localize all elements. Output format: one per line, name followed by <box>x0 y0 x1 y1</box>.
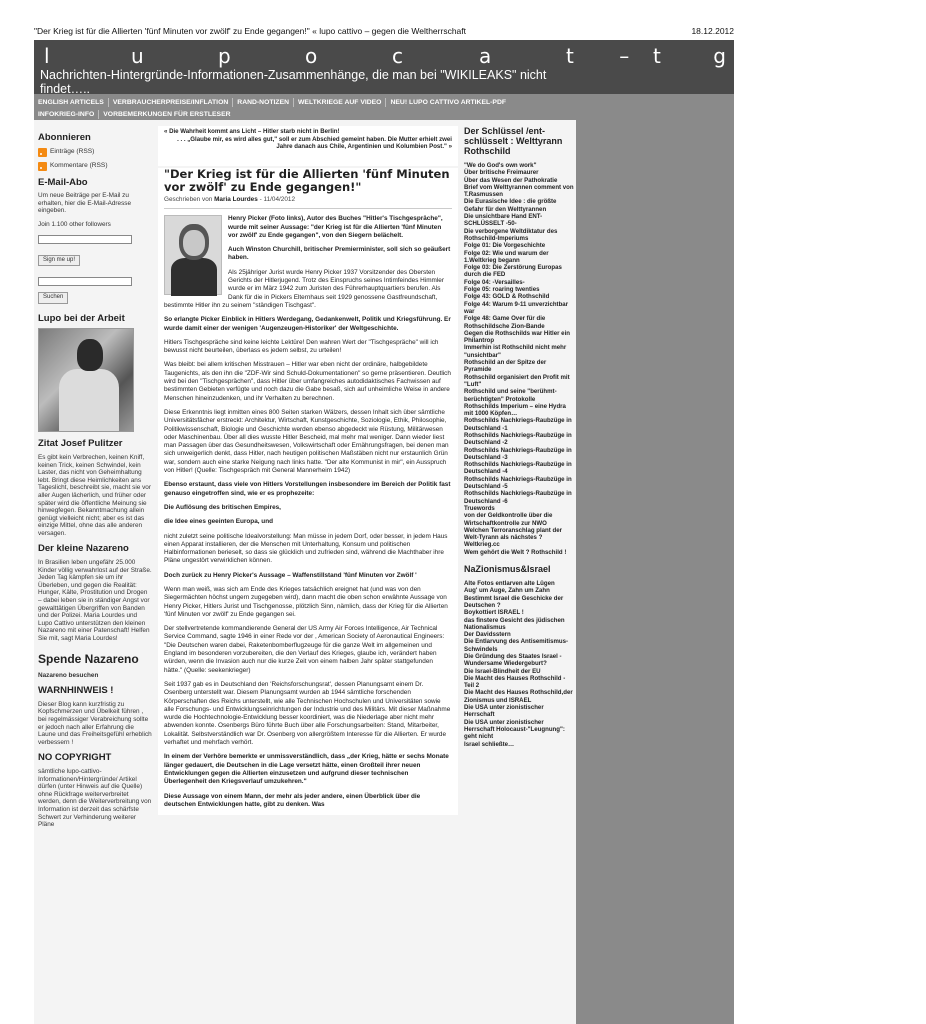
title-letter: u <box>131 44 144 68</box>
title-letter: v <box>827 44 839 68</box>
article-paragraph: die Idee eines geeinten Europa, und <box>164 518 274 526</box>
sidebar-link[interactable]: Die verborgene Weltdiktatur des Rothschild-Imperiums <box>464 227 558 242</box>
sidebar-link[interactable]: Israel schließte… <box>464 740 515 748</box>
rss-icon <box>38 148 47 157</box>
sidebar-link[interactable]: Rothschild an der Spitze der Pyramide <box>464 359 547 374</box>
rothschild-heading: Der Schlüssel /ent-schlüsselt : Welttyrann Rothschild <box>464 126 563 156</box>
nav-rand-notizen[interactable]: RAND-NOTIZEN <box>233 98 294 107</box>
email-text: Um neue Beiträge per E-Mail zu erhalten, hier die E-Mail-Adresse eingeben. <box>38 192 132 215</box>
lupo-photo <box>38 328 134 432</box>
photo-figure-body <box>59 369 119 431</box>
rss-entries-link[interactable] <box>38 148 152 157</box>
sidebar-link[interactable]: Weltkrieg.cc <box>464 541 500 549</box>
followers-count: Join 1.100 other followers <box>38 220 111 228</box>
sidebar-link[interactable]: Folge 02: Wie und warum der 1.Weltkrieg begann <box>464 249 549 264</box>
nav-vorbemerkungen[interactable]: VORBEMERKUNGEN FÜR ERSTLESER <box>103 110 231 118</box>
page <box>34 40 926 1024</box>
sidebar-link[interactable]: Folge 05: roaring twenties <box>464 286 540 294</box>
article-paragraph: Die Auflösung des britischen Empires, <box>164 503 281 511</box>
article-paragraph: Diese Aussage von einem Mann, der mehr als jeder andere, einen Überblick über die deutschen Entwicklungen hatte, gibt zu denken. Was <box>164 792 421 808</box>
sidebar-link[interactable]: Welchen Terroranschlag plant der Welt-Tyrann als nächstes ? <box>464 526 562 542</box>
sidebar-link[interactable]: Die unsichtbare Hand ENT-SCHLÜSSELT -50- <box>464 213 543 228</box>
henry-picker-photo <box>164 215 222 295</box>
sidebar-link[interactable]: Rothschilds Nachkriegs-Raubzüge in Deutschland -3 <box>464 446 572 461</box>
article-paragraph: Diese Erkenntnis liegt inmitten eines 800 Seiten starken Wälzers, dessen Inhalt sich über sämtliche Universitätsfächer erstreckt: Architektur, Wirtschaft, Kunstgeschichte, Soziologie, Ethik, Philosophie, Politikwissenschaft, Biologie und Geschichte werden ebenso abgedeckt wie Rüstung, Militärwesen oder Maschinenbau. Über all dies wusste Hitler Bescheid, mal mehr mal weniger. Dann wieder liest man Passagen über das Gesundheitswesen, Volkswirtschaft oder Ernährungsfragen, bei denen man sich unweigerlich denkt, dass Hitler, nach heutigen politischen Maßstäben nicht nur erstaunlich Grün war, sondern auch eine starke Neigung nach links hatte. "Der alte Kommunist in mir", ein Ausspruch von Hitler! (Quelle: Tischgespräch mit General Mannerheim 1942) <box>164 408 449 475</box>
sidebar-link[interactable]: Die Entlarvung des Antisemitismus-Schwindels <box>464 638 569 653</box>
sidebar-link[interactable]: Rothschilds Imperium – eine Hydra mit 1000 Köpfen… <box>464 402 566 418</box>
spende-heading[interactable]: Spende Nazareno <box>38 651 139 666</box>
email-heading: E-Mail-Abo <box>38 176 88 188</box>
main-article <box>158 168 458 815</box>
title-letter: t <box>566 44 574 68</box>
pulitzer-text: Es gibt kein Verbrechen, keinen Kniff, keinen Trick, keinen Schwindel, kein Laster, das nicht von Geheimhaltung lebt. Bringt diese Heimlichkeiten ans Tageslicht, beschreibt sie, macht sie vor aller Augen lächerlich, und früher oder später wird die öffentliche Meinung sie hinwegfegen. Bekanntmachung allein genügt vielleicht nicht; aber es ist das einzige Mittel, ohne das alle anderen versagen. <box>38 453 151 537</box>
lupo-heading: Lupo bei der Arbeit <box>38 312 125 324</box>
sidebar-link[interactable]: Boykottiert ISRAEL ! <box>464 609 524 617</box>
portrait-suit <box>171 258 217 296</box>
masthead <box>34 40 926 96</box>
post-date: 11/04/2012 <box>263 196 295 203</box>
pulitzer-heading: Zitat Josef Pulitzer <box>38 438 123 450</box>
title-letter: o <box>914 44 926 68</box>
right-sidebar <box>464 126 574 748</box>
sidebar-link[interactable]: von der Geldkontrolle über die Wirtschaftkontrolle zur NWO <box>464 512 553 527</box>
byline-separator: - <box>259 196 264 203</box>
title-letter: c <box>392 44 403 68</box>
sidebar-link[interactable]: "We do God's own work" <box>464 162 537 169</box>
article-paragraph: nicht zuletzt seine politische Idealvorstellung: Man müsse in jedem Dorf, oder besser, in jedem Haus einen Apparat installieren, der die Menschen mit Unterhaltung, Konsum und politischen Halbinformationen berieselt, so dass sie glücklich und zufrieden sind, während die Machthaber ihre Pläne ungestört verwirklichen können. <box>164 532 448 565</box>
sidebar-link[interactable]: Die Macht des Hauses Rothschild,der Zionismus und ISRAEL <box>464 689 573 704</box>
sidebar-link[interactable]: Aug' um Auge, Zahn um Zahn <box>464 587 550 595</box>
title-letter: i <box>740 44 746 68</box>
article-paragraph: Doch zurück zu Henry Picker's Aussage – Waffenstillstand 'fünf Minuten vor Zwölf ' <box>164 571 417 579</box>
nav-row <box>38 96 572 108</box>
title-letter: g <box>713 44 726 68</box>
post-navigation <box>158 126 458 166</box>
sidebar-link[interactable]: Rothschilds Nachkriegs-Raubzüge in Deutschland -2 <box>464 431 572 447</box>
rss-comments-label: Kommentare (RSS) <box>50 162 108 170</box>
sidebar-link[interactable]: Folge 44: Warum 9-11 unverzichtbar war <box>464 300 569 315</box>
byline-prefix: Geschrieben von <box>164 196 213 203</box>
article-paragraph: Henry Picker (Foto links), Autor des Buches "Hitler's Tischgespräche", wurde mit seiner Aussage: "der Krieg ist für die Allierten 'fünf Minuten vor zwölf' zu Ende gegangen", von den Siegern belächelt. <box>228 215 443 239</box>
article-paragraph: In einem der Verhöre bemerkte er unmissverständlich, dass „der Krieg, hätte er sechs Monate länger gedauert, die Deutschen in die Lage versetzt hätte, einen Großteil ihrer neuen Entwicklungen gegen die Allierten einzusetzen und aufgrund dieser technischen Überlegenheit den Kriegsverlauf umzukehren." <box>164 753 449 786</box>
print-header <box>34 26 734 40</box>
sidebar-link[interactable]: Folge 01: Die Vorgeschichte <box>464 242 546 250</box>
sidebar-link[interactable]: Rothschilds Nachkriegs-Raubzüge in Deutschland -6 <box>464 490 572 505</box>
nav-infokrieg[interactable]: INFOKRIEG-INFO <box>38 110 99 119</box>
title-letter: l <box>44 44 50 68</box>
post-author[interactable]: Maria Lourdes <box>214 196 258 203</box>
sidebar-link[interactable]: Der Davidsstern <box>464 631 511 639</box>
sidebar-link[interactable]: Bestimmt Israel die Geschicke der Deutschen ? <box>464 594 564 609</box>
sidebar-link[interactable]: Folge 03: Die Zerstörung Europas durch die FED <box>464 264 562 279</box>
sidebar-link[interactable]: Die USA unter zionistischer Herrschaft Holocaust-"Leugnung": geht nicht <box>464 718 565 741</box>
sidebar-link[interactable]: Rothschilds Nachkriegs-Raubzüge in Deutschland -1 <box>464 417 572 432</box>
print-title: "Der Krieg ist für die Allierten 'fünf Minuten vor zwölf' zu Ende gegangen!" « lupo cattivo – gegen die Weltherrschaft <box>34 26 467 36</box>
next-post-link[interactable]: . . . „Glaube mir, es wird alles gut," soll er zum Abschied gemeint haben. Die Mutter erhielt zwei Jahre danach aus Chile, Argentinien und Kolumbien Post." » <box>177 135 452 151</box>
article-paragraph: Seit 1937 gab es in Deutschland den 'Reichsforschungsrat', dessen Planungsamt einem Dr. Osenberg unterstellt war. Diesem Planungsamt wurden ab 1944 sämtliche forschenden Körperschaften des Reichs unterstellt, wie alle Technischen Hochschulen und Universitäten sowie alle Forschungs- und Entwicklungseinrichtungen der Industrie und des Militärs. Mit dieser Maßnahme wurde die Hochtechnologie-Entwicklung besser koordiniert, was die Niederlage aber nicht mehr abwenden konnte. Osenbergs Büro führte Buch über alle Forschungsarbeiten: Stand, Mitarbeiter, Lokalität. Selbstverständlich war Dr. Osenberg von allergrößtem Interesse für die Allierten. Er wurde verhaftet und mehrfach verhört. <box>164 680 451 747</box>
nazareno-heading: Der kleine Nazareno <box>38 543 129 555</box>
site-title-extra <box>619 44 726 68</box>
sidebar-link[interactable]: Über das Wesen der Pathokratie <box>464 176 558 184</box>
content-columns <box>34 120 734 1024</box>
sidebar-link[interactable]: Gegen die Rothschilds war Hitler ein Philantrop <box>464 329 570 345</box>
email-input[interactable] <box>38 235 132 244</box>
article-paragraph: Wenn man weiß, was sich am Ende des Krieges tatsächlich ereignet hat (und was von den Siegermächten höchst ungern zugegeben wird), dann macht die oben schon erwähnte Aussage von Henry Picker, Hitlers Jurist und Tischgenosse, plötzlich Sinn, nämlich, dass der Krieg für die Allierten 'fünf Minuten vor zwölf' zu Ende gegangen sei. <box>164 585 448 618</box>
nazionismus-heading: NaZionismus&Israel <box>464 564 551 575</box>
left-sidebar <box>38 126 152 829</box>
warn-heading: WARNHINWEIS ! <box>38 685 114 697</box>
sidebar-link[interactable]: Immerhin ist Rothschild nicht mehr "unsichtbar" <box>464 344 567 359</box>
title-dash: – <box>619 44 630 68</box>
rss-comments-link[interactable] <box>38 162 152 171</box>
nav-verbraucherpreise[interactable]: VERBRAUCHERPREISE/INFLATION <box>109 98 233 107</box>
print-date: 18.12.2012 <box>691 26 734 36</box>
rss-icon <box>38 162 47 171</box>
sidebar-link[interactable]: Folge 48: Game Over für die Rothschildsche Zion-Bande <box>464 315 546 330</box>
sidebar-link[interactable]: Folge 43: GOLD & Rothschild <box>464 293 550 301</box>
nazionismus-links <box>464 580 574 748</box>
nocopy-heading: NO COPYRIGHT <box>38 752 112 764</box>
abonnieren-heading: Abonnieren <box>38 132 91 143</box>
prev-post-link[interactable]: « Die Wahrheit kommt ans Licht – Hitler starb nicht in Berlin! <box>164 128 340 135</box>
rothschild-links <box>464 162 574 556</box>
nav-weltkriege-video[interactable]: WELTKRIEGE AUF VIDEO <box>294 98 386 107</box>
nazareno-text: In Brasilien leben ungefähr 25.000 Kinder völlig verwahrlost auf der Straße. Jeden Tag kämpfen sie um ihr Überleben, und gegen die Realität: Hunger, Kälte, Prostitution und Drogen – dabei leben sie in ständiger Angst vor gewalttätigen Übergriffen von Banden und der Polizei. Maria Lourdes und Lupo Cattivo unterstützen den kleinen Nazareno mit einer Patenschaft! Helfen Sie mit, sagt Maria Lourdes! <box>38 559 152 642</box>
search-input[interactable] <box>38 277 132 286</box>
sidebar-link[interactable]: Über britische Freimaurer <box>464 169 539 177</box>
article-paragraph: So erlangte Picker Einblick in Hitlers Werdegang, Gedankenwelt, Politik und Kriegsführung. Er wurde damit einer der wenigen 'Augenzeugen-Historiker' der Weltgeschichte. <box>164 316 451 332</box>
sidebar-link[interactable]: das finstere Gesicht des jüdischen Nationalismus <box>464 616 565 631</box>
sidebar-link[interactable]: Die Macht des Hauses Rothschild - Teil 2 <box>464 674 566 690</box>
title-letter: o <box>305 44 318 68</box>
sidebar-link[interactable]: Folge 04: -Versailles- <box>464 278 525 286</box>
sidebar-link[interactable]: Die Gründung des Staates Israel - Wundersame Wiedergeburt? <box>464 653 562 668</box>
nav-row <box>38 108 572 120</box>
sidebar-link[interactable]: Rothschilds Nachkriegs-Raubzüge in Deutschland -4 <box>464 461 572 476</box>
title-letter: a <box>479 44 492 68</box>
sidebar-link[interactable]: Die USA unter zionistischer Herrschaft <box>464 704 544 719</box>
rss-entries-label: Einträge (RSS) <box>50 148 95 156</box>
sidebar-link[interactable]: Alte Fotos entlarven alte Lügen <box>464 580 555 588</box>
sidebar-link[interactable]: Die Eurasische Idee : die größte Gefahr für den Welttyrannen <box>464 198 557 213</box>
sidebar-link[interactable]: Rothschild und seine "berühmt-berüchtigten" Protokolle <box>464 388 557 403</box>
site-tagline: Nachrichten-Hintergründe-Informationen-Zusammenhänge, die man bei "WIKILEAKS" nicht findet….. <box>40 68 547 96</box>
sidebar-link[interactable]: Rothschild organisiert den Profit mit "Luft" <box>464 373 570 388</box>
photo-figure-head <box>77 339 103 371</box>
sidebar-link[interactable]: Wem gehört die Welt ? Rothschild ! <box>464 548 567 556</box>
article-paragraph: Was bleibt: bei allem kritischen Misstrauen – Hitler war eben nicht der ordinäre, halbgebildete Taugenichts, als den ihn die "ZDF-Wir sind Schuld-Dokumentationen" so gerne präsentieren. Deutlich wird bei den "Tischgesprächen", dass Hitler über umfangreiches autodidaktisches Fachwissen auf bestimmten Gebieten verfügte und noch dazu die Gabe besaß, sich auf unheimliche Weise in andere Menschen hineinzudenken, und ihr Verhalten zu berechnen. <box>164 361 451 402</box>
title-letter: t <box>653 44 661 68</box>
signup-button[interactable]: Sign me up! <box>38 255 80 267</box>
sidebar-link[interactable]: Truewords <box>464 504 495 512</box>
portrait-face <box>183 230 205 256</box>
article-paragraph: Der stellvertretende kommandierende General der US Army Air Forces Intelligence, Air Technical Service Command, sagte 1946 in einer Rede vor der , American Society of Aeronautical Engineers: "Die Deutschen waren dabei, Raketenbomberflugzeuge für die ganze Welt im allgemeinen und England im besonderen vorzubereiten, die den Verlauf des Krieges, glaube ich, verändert haben würden, wenn die Invasion auch nur die kurze Zeit von einem halben Jahr später stattgefunden hätte." (Quelle: seekenkrieger) <box>164 625 445 674</box>
article-paragraph: Hitlers Tischgespräche sind keine leichte Lektüre! Den wahren Wert der "Tischgespräche" will ich bewusst nicht beurteilen, überlass es jedem selbst, zu urteilen! <box>164 338 439 355</box>
title-letter: p <box>218 44 231 68</box>
right-gray-column <box>576 94 734 1024</box>
post-byline <box>164 196 452 209</box>
warn-text: Dieser Blog kann kurzfristig zu Kopfschmerzen und Übelkeit führen , bei regelmässiger Verabreichung sollte er jedoch nach aller Erfahrung die Laune und das Freiheitsgefühl erheblich verbessern ! <box>38 700 152 746</box>
article-paragraph: Als 25jähriger Jurist wurde Henry Picker 1937 Vorsitzender des Obersten Gerichts der Hitlerjugend. Trotz des Einspruchs seines Intimfeindes Himmler wurde er im März 1942 zum Juristen des Führerhauptquartiers berufen. Als Dank für die in Pickers Elternhaus seit 1929 genossene Gastfreundschaft, bestimmte Hitler ihn zu seinem "ständigen Tischgast". <box>164 268 444 309</box>
nav-artikel-pdf[interactable]: NEU! LUPO CATTIVO ARTIKEL-PDF <box>390 98 507 106</box>
site-title[interactable] <box>44 44 926 68</box>
article-paragraph: Auch Winston Churchill, britischer Premierminister, soll sich so geäußert haben. <box>228 246 451 262</box>
post-title[interactable]: "Der Krieg ist für die Allierten 'fünf Minuten vor zwölf' zu Ende gegangen!" <box>164 167 450 194</box>
nav-english-articels[interactable]: ENGLISH ARTICELS <box>38 98 109 107</box>
nazareno-visit-link[interactable]: Nazareno besuchen <box>38 671 99 679</box>
main-nav <box>34 94 576 120</box>
sidebar-link[interactable]: Rothschilds Nachkriegs-Raubzüge in Deutschland -5 <box>464 475 572 491</box>
nocopy-text: sämtliche lupo-cattivo-Informationen/Hintergründe/ Artikel dürfen (unter Hinweis auf die Quelle) ohne Rückfrage weiterverbreitet werden, denn die Weiterverbreitung von Information ist derzeit das schärfste Schwert zur Verhinderung weiterer Pläne <box>38 767 152 829</box>
article-paragraph: Ebenso erstaunt, dass viele von Hitlers Vorstellungen insbesondere im Bereich der Politik fast genauso eingetroffen sind, wie er es prophezeite: <box>164 481 451 497</box>
search-button[interactable]: Suchen <box>38 292 68 304</box>
sidebar-link[interactable]: Brief vom Welttyrannen comment von T.Rasmussen <box>464 183 574 199</box>
sidebar-link[interactable]: Die Israel-Blindheit der EU <box>464 667 541 675</box>
